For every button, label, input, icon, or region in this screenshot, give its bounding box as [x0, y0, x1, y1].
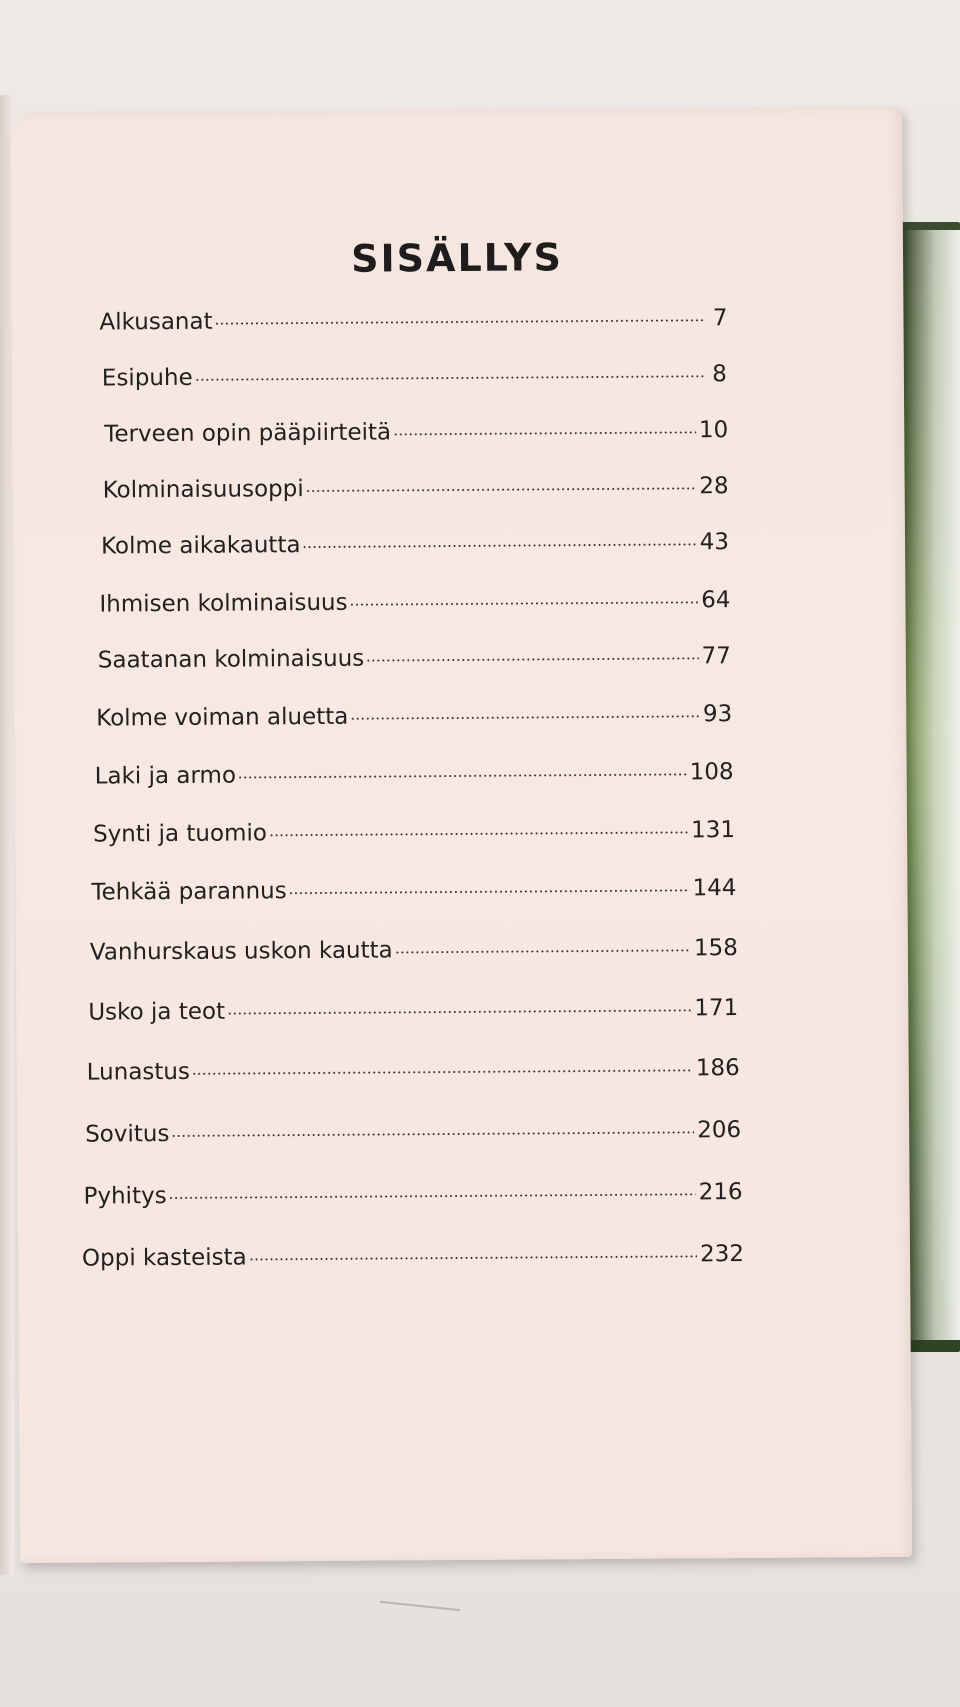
dot-leader — [350, 601, 699, 605]
toc-entry — [103, 470, 729, 506]
toc-entry-title: Kolme aikakautta — [100, 532, 301, 560]
dot-leader — [306, 487, 697, 492]
toc-entry-page: 7 — [712, 305, 728, 332]
toc-entry — [96, 698, 732, 734]
cover-sheen — [904, 230, 960, 1340]
toc-entry-page: 77 — [701, 643, 731, 670]
toc-entry-title: Sovitus — [85, 1121, 170, 1148]
toc-entry-title: Vanhurskaus uskon kautta — [89, 937, 393, 966]
toc-entry-title: Laki ja armo — [94, 762, 237, 790]
toc-entry-page: 216 — [698, 1179, 743, 1206]
toc-entry-page: 108 — [689, 759, 734, 786]
toc-entry — [95, 756, 734, 792]
dot-leader — [289, 889, 690, 894]
page-title: SISÄLLYS — [351, 235, 564, 281]
dot-leader — [395, 949, 691, 953]
toc-entry — [85, 1114, 741, 1151]
toc-entry-page: 171 — [694, 995, 739, 1022]
dot-leader — [350, 715, 700, 719]
toc-entry-page: 158 — [693, 935, 738, 962]
dot-leader — [195, 375, 704, 381]
toc-entry — [102, 358, 727, 394]
toc-entry — [88, 992, 738, 1029]
dot-leader — [192, 1069, 693, 1074]
toc-entry-title: Terveen opin pääpiirteitä — [104, 419, 392, 448]
toc-entry-title: Esipuhe — [101, 364, 193, 392]
dot-leader — [269, 831, 688, 836]
book-page — [10, 107, 912, 1563]
toc-entry — [91, 872, 736, 909]
toc-entry-page: 43 — [699, 529, 730, 556]
toc-entry-page: 206 — [697, 1117, 742, 1144]
toc-entry-title: Oppi kasteista — [81, 1244, 247, 1272]
toc-entry-page: 64 — [701, 587, 731, 614]
toc-entry-title: Saatanan kolminaisuus — [97, 645, 365, 674]
dot-leader — [215, 319, 705, 324]
toc-entry — [90, 932, 738, 969]
toc-entry-title: Kolminaisuusoppi — [102, 476, 304, 504]
toc-entry-title: Pyhitys — [83, 1183, 167, 1210]
toc-entry — [101, 526, 729, 562]
toc-entry — [104, 414, 728, 450]
dot-leader — [227, 1009, 691, 1014]
toc-entry-title: Usko ja teot — [88, 998, 226, 1026]
toc-entry — [83, 1176, 742, 1213]
dot-leader — [169, 1193, 696, 1199]
dot-leader — [249, 1255, 697, 1260]
toc-entry-page: 8 — [712, 361, 727, 388]
toc-entry-page: 93 — [702, 701, 733, 728]
dot-leader — [303, 543, 697, 548]
toc-entry-title: Alkusanat — [99, 308, 213, 336]
toc-entry-page: 144 — [692, 875, 737, 902]
toc-entry — [82, 1238, 744, 1275]
toc-entry-title: Ihmisen kolminaisuus — [99, 589, 348, 618]
dot-leader — [366, 657, 698, 661]
toc-entry-page: 232 — [699, 1241, 745, 1268]
dot-leader — [393, 431, 696, 435]
toc-entry — [99, 584, 730, 620]
dot-leader — [171, 1131, 694, 1137]
toc-entry — [87, 1052, 740, 1089]
toc-entry — [98, 640, 731, 676]
dot-leader — [238, 773, 687, 778]
toc-entry-title: Kolme voiman aluetta — [96, 703, 349, 732]
toc-entry-page: 10 — [698, 417, 729, 444]
toc-entry-page: 186 — [695, 1055, 740, 1082]
toc-entry-title: Tehkää parannus — [91, 878, 287, 906]
table-of-contents — [10, 107, 912, 1563]
toc-entry — [93, 814, 735, 850]
toc-entry-page: 131 — [691, 817, 736, 844]
toc-entry-title: Synti ja tuomio — [92, 820, 267, 848]
toc-entry-title: Lunastus — [86, 1058, 191, 1086]
toc-entry — [99, 302, 727, 338]
toc-entry-page: 28 — [699, 473, 729, 500]
